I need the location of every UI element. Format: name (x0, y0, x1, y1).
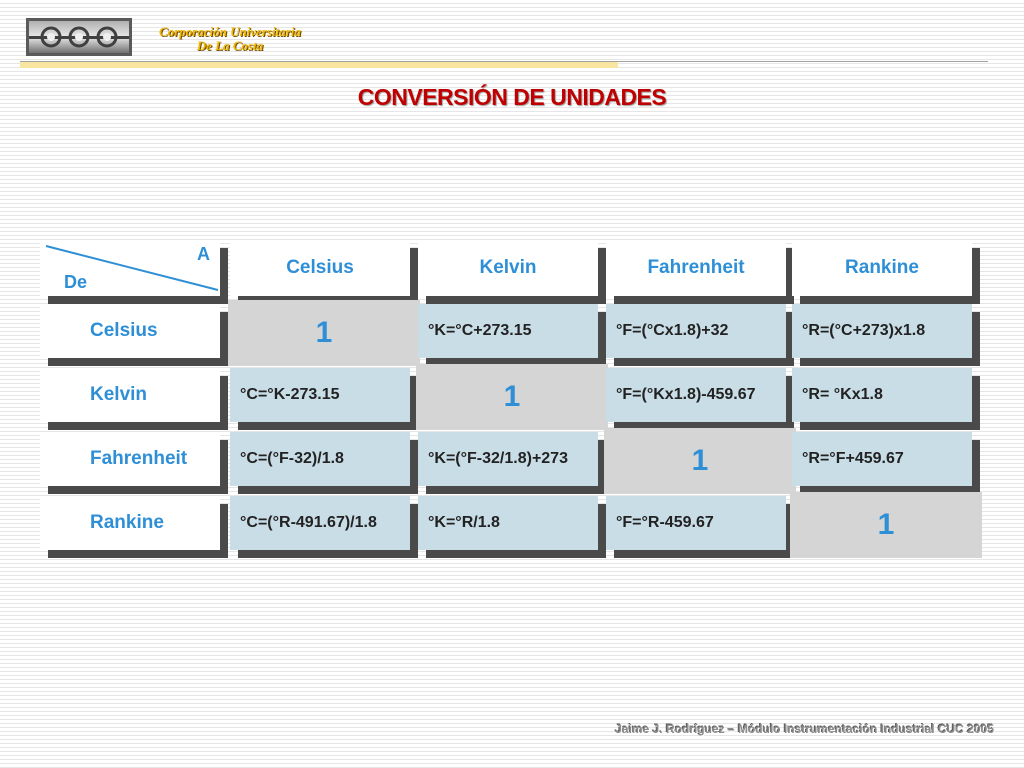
institution-line-1: Corporación Universitaria (159, 24, 301, 39)
header-gray-rule (20, 61, 988, 62)
formula-cell: °K=°R/1.8 (418, 496, 598, 550)
identity-cell: 1 (416, 364, 608, 430)
row-header-rankine: Rankine (40, 496, 220, 550)
corner-header-cell (40, 240, 220, 296)
formula-cell: °K=°C+273.15 (418, 304, 598, 358)
column-header-fahrenheit: Fahrenheit (606, 240, 786, 296)
row-header-fahrenheit: Fahrenheit (40, 432, 220, 486)
formula-cell: °C=(°F-32)/1.8 (230, 432, 410, 486)
formula-cell: °F=(°Kx1.8)-459.67 (606, 368, 786, 422)
identity-cell: 1 (604, 428, 796, 494)
institution-logo (26, 18, 132, 56)
header-gold-rule (20, 62, 618, 68)
formula-cell: °F=°R-459.67 (606, 496, 786, 550)
formula-cell: °R=(°C+273)x1.8 (792, 304, 972, 358)
corner-label-to: A (197, 244, 210, 264)
row-header-kelvin: Kelvin (40, 368, 220, 422)
column-header-rankine: Rankine (792, 240, 972, 296)
formula-cell: °R=°F+459.67 (792, 432, 972, 486)
formula-cell: °C=°K-273.15 (230, 368, 410, 422)
identity-cell: 1 (228, 300, 420, 366)
formula-cell: °C=(°R-491.67)/1.8 (230, 496, 410, 550)
formula-cell: °F=(°Cx1.8)+32 (606, 304, 786, 358)
row-header-celsius: Celsius (40, 304, 220, 358)
institution-line-2: De La Costa (196, 38, 264, 53)
column-header-celsius: Celsius (230, 240, 410, 296)
conversion-table (40, 240, 980, 550)
column-header-kelvin: Kelvin (418, 240, 598, 296)
identity-cell: 1 (790, 492, 982, 558)
slide-title: CONVERSIÓN DE UNIDADES (357, 84, 667, 110)
corner-label-from: De (64, 272, 88, 292)
institution-name (138, 25, 322, 53)
slide-footer: Jaime J. Rodríguez – Módulo Instrumentación Industrial CUC 2005 (615, 722, 994, 736)
formula-cell: °R= °Kx1.8 (792, 368, 972, 422)
formula-cell: °K=(°F-32/1.8)+273 (418, 432, 598, 486)
